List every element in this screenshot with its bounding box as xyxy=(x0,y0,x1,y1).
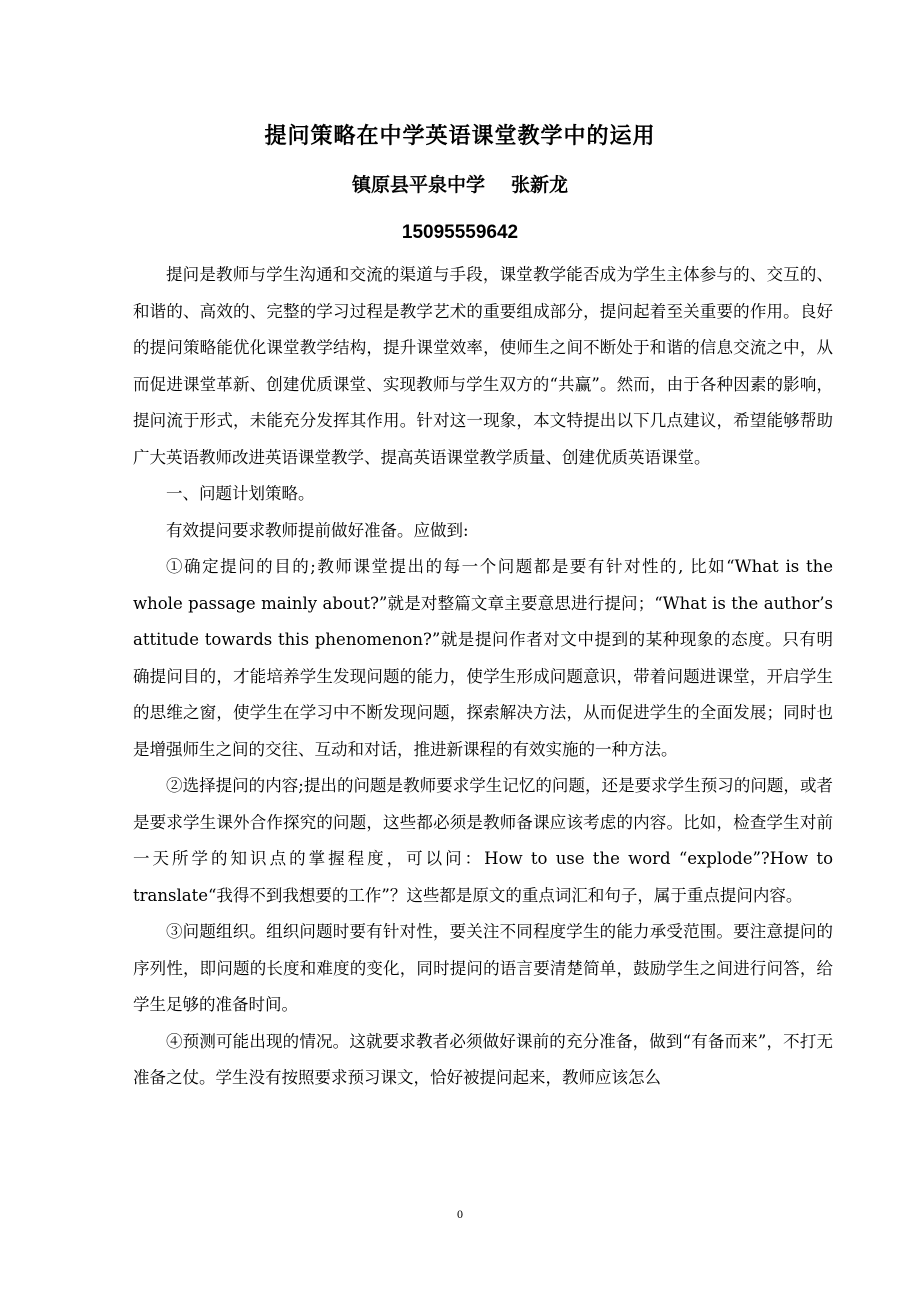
paragraph-point-4: ④预测可能出现的情况。这就要求教者必须做好课前的充分准备，做到“有备而来”，不打无准备之仗。学生没有按照要求预习课文，恰好被提问起来，教师应该怎么 xyxy=(133,1031,833,1087)
document-title: 提问策略在中学英语课堂教学中的运用 xyxy=(264,123,656,149)
author-name: 张新龙 xyxy=(511,174,569,196)
paragraph-intro: 提问是教师与学生沟通和交流的渠道与手段，课堂教学能否成为学生主体参与的、交互的、和谐的、高效的、完整的学习过程是教学艺术的重要组成部分，提问起着至关重要的作用。良好的提问策略能优化课堂教学结构，提升课堂效率，使师生之间不断处于和谐的信息交流之中，从而促进课堂革新、创建优质课堂、实现教师与学生双方的“共赢”。然而，由于各种因素的影响，提问流于形式，未能充分发挥其作用。针对这一现象，本文特提出以下几点建议，希望能够帮助广大英语教师改进英语课堂教学、提高英语课堂教学质量、创建优质英语课堂。 xyxy=(133,265,833,467)
paragraph-point-1: ①确定提问的目的;教师课堂提出的每一个问题都是要有针对性的, 比如“What is the whole passage mainly about?”就是对整篇文章主要意思进行提问；“What is the author’s attitude towards this phenomenon?”就是提问作者对文中提到的某种现象的态度。只有明确提问目的，才能培养学生发现问题的能力，使学生形成问题意识，带着问题进课堂，开启学生的思维之窗，使学生在学习中不断发现问题，探索解决方法，从而促进学生的全面发展；同时也是增强师生之间的交往、互动和对话，推进新课程的有效实施的一种方法。 xyxy=(133,557,833,759)
author-phone: 15095559642 xyxy=(401,222,519,243)
section-heading: 一、问题计划策略。 xyxy=(166,484,315,503)
paragraph-point-2: ②选择提问的内容;提出的问题是教师要求学生记忆的问题，还是要求学生预习的问题，或者是要求学生课外合作探究的问题，这些都必须是教师备课应该考虑的内容。比如，检查学生对前一天所学的知识点的掌握程度，可以问：How to use the word “explode”?How to translate“我得不到我想要的工作”？这些都是原文的重点词汇和句子，属于重点提问内容。 xyxy=(133,776,833,905)
author-line xyxy=(0,168,920,202)
page-number: 0 xyxy=(457,1207,463,1221)
paragraph-point-3: ③问题组织。组织问题时要有针对性，要关注不同程度学生的能力承受范围。要注意提问的序列性，即问题的长度和难度的变化，同时提问的语言要清楚简单，鼓励学生之间进行问答，给学生足够的准备时间。 xyxy=(133,922,833,1014)
document-body xyxy=(133,257,833,1097)
paragraph-requirement: 有效提问要求教师提前做好准备。应做到: xyxy=(166,520,469,540)
author-school: 镇原县平泉中学 xyxy=(351,174,485,196)
